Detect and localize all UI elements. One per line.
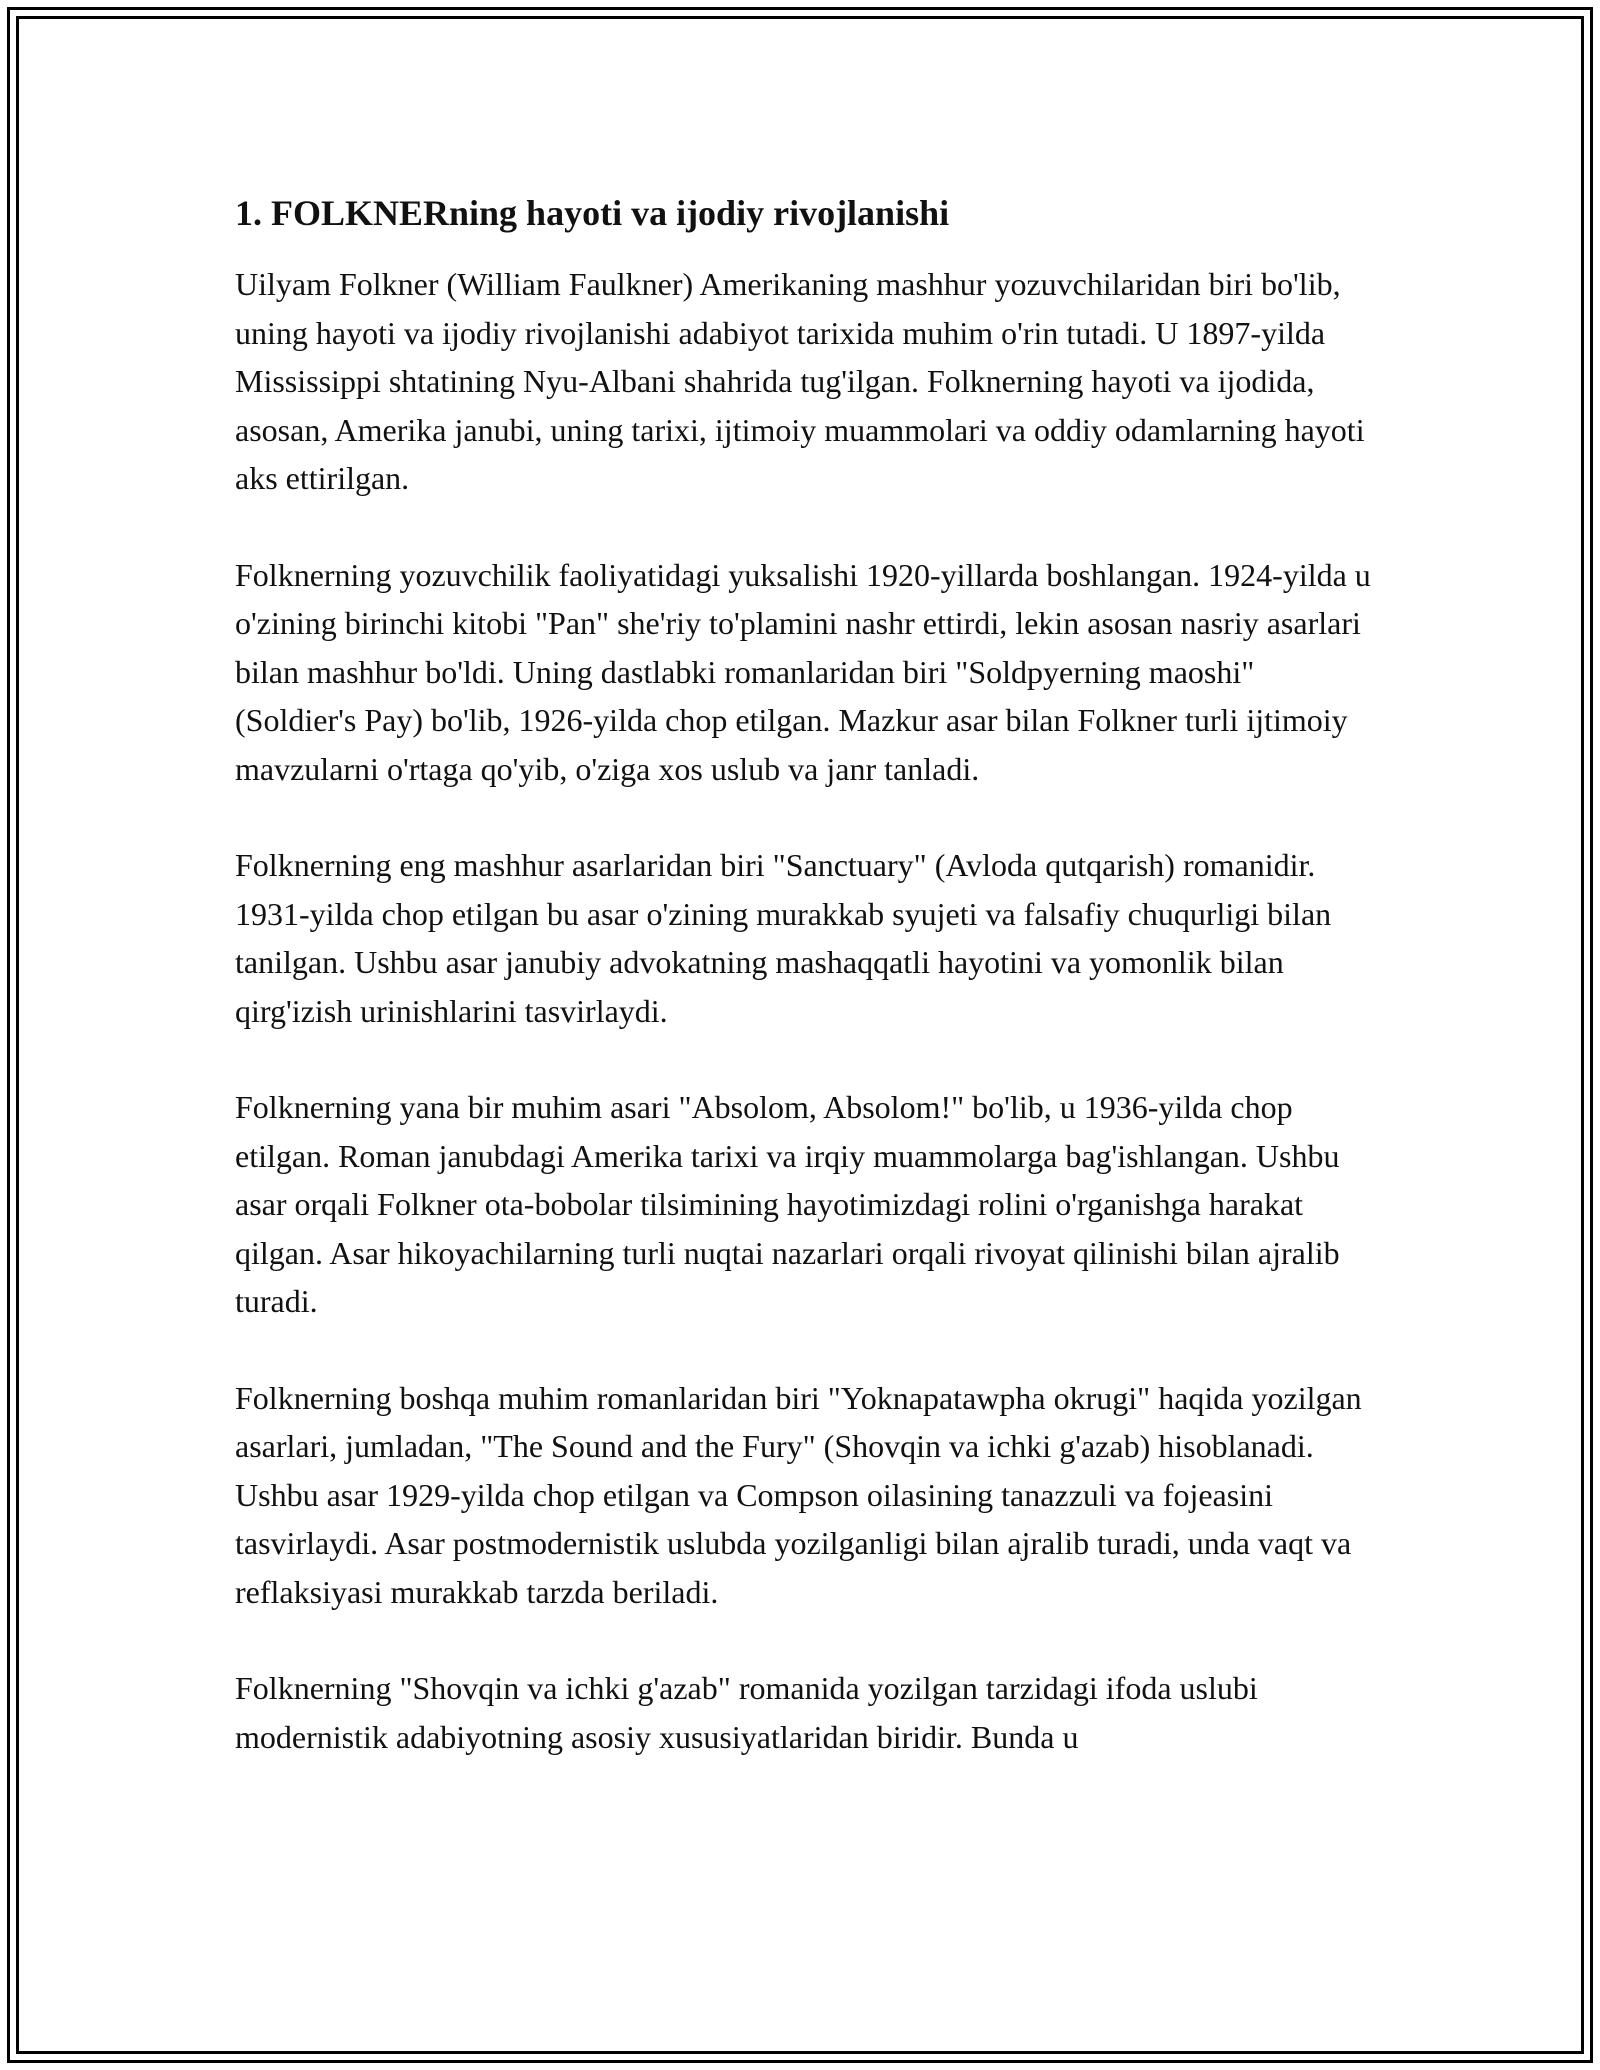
paragraph-3: Folknerning eng mashhur asarlaridan biri "Sanctuary" (Avloda qutqarish) romanidir. 1931-yilda chop etilgan bu asar o'zining murakkab syujeti va falsafiy chuqurligi bilan tanilgan. Ushbu asar janubiy advokatning mashaqqatli hayotini va yomonlik bilan qirg'izish urinishlarini tasvirlaydi.	[235, 847, 1332, 1029]
paragraph-1: Uilyam Folkner (William Faulkner) Amerikaning mashhur yozuvchilaridan biri bo'lib, uning hayoti va ijodiy rivojlanishi adabiyot tarixida muhim o'rin tutadi. U 1897-yilda Mississippi shtatining Nyu-Albani shahrida tug'ilgan. Folknerning hayoti va ijodida, asosan, Amerika janubi, uning tarixi, ijtimoiy muammolari va oddiy odamlarning hayoti aks ettirilgan.	[235, 266, 1365, 496]
document-title: 1. FOLKNERning hayoti va ijodiy rivojlanishi	[235, 193, 950, 233]
document-body	[235, 186, 1375, 1809]
paragraph-4: Folknerning yana bir muhim asari "Absolom, Absolom!" bo'lib, u 1936-yilda chop etilgan. Roman janubdagi Amerika tarixi va irqiy muammolarga bag'ishlangan. Ushbu asar orqali Folkner ota-bobolar tilsimining hayotimizdagi rolini o'rganishga harakat qilgan. Asar hikoyachilarning turli nuqtai nazarlari orqali rivoyat qilinishi bilan ajralib turadi.	[235, 1089, 1340, 1319]
paragraph-5: Folknerning boshqa muhim romanlaridan biri "Yoknapatawpha okrugi" haqida yozilgan asarlari, jumladan, "The Sound and the Fury" (Shovqin va ichki g'azab) hisoblanadi. Ushbu asar 1929-yilda chop etilgan va Compson oilasining tanazzuli va fojeasini tasvirlaydi. Asar postmodernistik uslubda yozilganligi bilan ajralib turadi, unda vaqt va reflaksiyasi murakkab tarzda beriladi.	[235, 1379, 1362, 1610]
paragraph-2: Folknerning yozuvchilik faoliyatidagi yuksalishi 1920-yillarda boshlangan. 1924-yilda u o'zining birinchi kitobi "Pan" she'riy to'plamini nashr ettirdi, lekin asosan nasriy asarlari bilan mashhur bo'ldi. Uning dastlabki romanlaridan biri "Soldpyerning maoshi" (Soldier's Pay) bo'lib, 1926-yilda chop etilgan. Mazkur asar bilan Folkner turli ijtimoiy mavzularni o'rtaga qo'yib, o'ziga xos uslub va janr tanladi.	[235, 556, 1371, 787]
paragraph-6: Folknerning "Shovqin va ichki g'azab" romanida yozilgan tarzidagi ifoda uslubi modernistik adabiyotning asosiy xususiyatlaridan biridir. Bunda u	[235, 1670, 1258, 1755]
